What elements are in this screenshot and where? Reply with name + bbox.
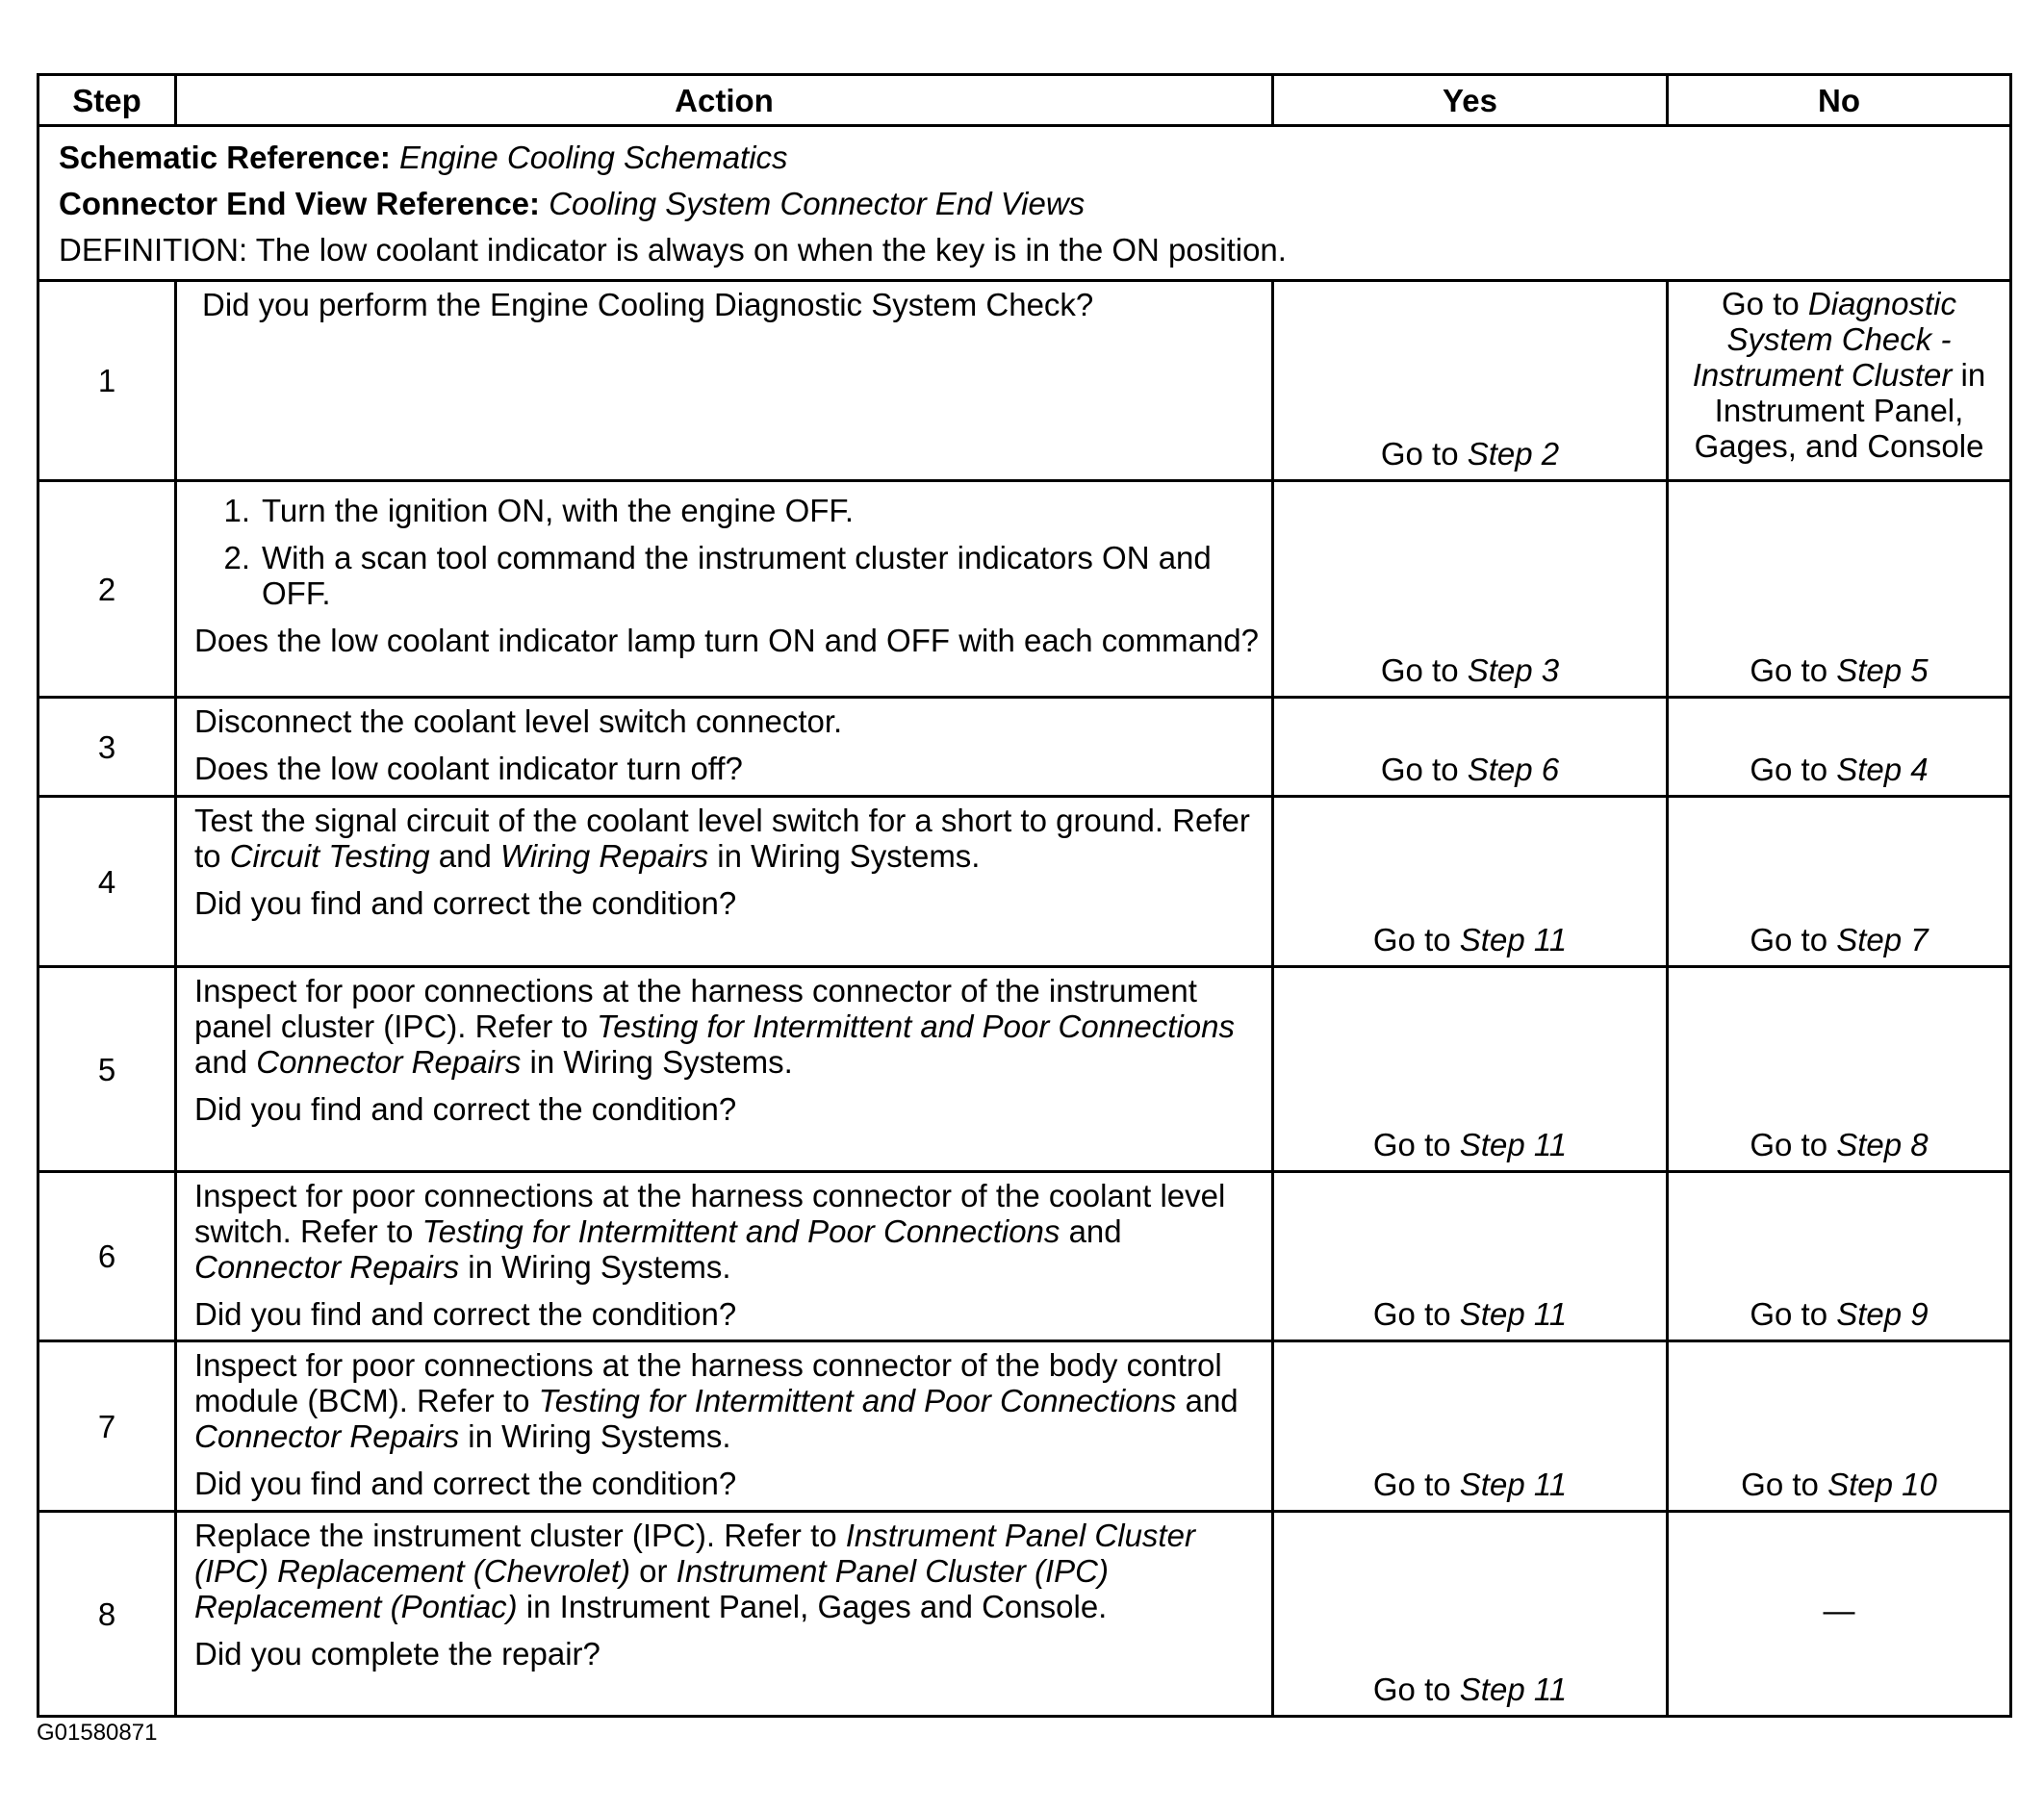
substep-text: Turn the ignition ON, with the engine OFF. <box>262 493 855 528</box>
table-row <box>38 281 2011 481</box>
action-text-part: in Instrument Panel, Gages and Console. <box>517 1589 1108 1624</box>
action-cell <box>176 481 1273 698</box>
no-prefix: Go to <box>1722 286 1808 321</box>
action-text-part: Replace the instrument cluster (IPC). Refer to <box>194 1518 846 1553</box>
action-text-part: in Wiring Systems. <box>459 1418 731 1454</box>
yes-cell <box>1273 1172 1668 1341</box>
yes-cell <box>1273 1341 1668 1512</box>
action-reference-link[interactable]: Instrument Panel Cluster (IPC) Replacement (Pontiac) <box>194 1553 1109 1624</box>
action-text-part: Inspect for poor connections at the harness connector of the body control module (BCM). Refer to <box>194 1347 1222 1418</box>
yes-prefix: Go to <box>1380 436 1468 472</box>
action-text-part: and <box>194 1044 257 1080</box>
diagnostic-table <box>37 73 2012 1718</box>
yes-cell <box>1273 481 1668 698</box>
no-dash: — <box>1823 1592 1855 1628</box>
substep-item <box>194 493 1260 528</box>
yes-step-link[interactable]: Step 6 <box>1467 752 1560 787</box>
step-number: 8 <box>38 1512 176 1717</box>
no-prefix: Go to <box>1750 1127 1837 1162</box>
no-step-link[interactable]: Step 8 <box>1836 1127 1929 1162</box>
no-step-link[interactable]: Step 10 <box>1827 1467 1937 1502</box>
substep-number: 1. <box>223 493 250 528</box>
table-row <box>38 481 2011 698</box>
yes-step-link[interactable]: Step 11 <box>1459 1296 1568 1332</box>
action-question: Did you find and correct the condition? <box>194 1296 737 1332</box>
step-number: 7 <box>38 1341 176 1512</box>
action-text-part: in Wiring Systems. <box>521 1044 793 1080</box>
step-number: 1 <box>38 281 176 481</box>
no-prefix: Go to <box>1750 1296 1837 1332</box>
yes-prefix: Go to <box>1372 1296 1460 1332</box>
no-cell <box>1668 1341 2011 1512</box>
table-row <box>38 1512 2011 1717</box>
action-question: Did you find and correct the condition? <box>194 885 737 921</box>
action-cell <box>176 1172 1273 1341</box>
step-number: 3 <box>38 698 176 797</box>
no-step-link[interactable]: Step 4 <box>1836 752 1929 787</box>
yes-prefix: Go to <box>1372 1467 1460 1502</box>
no-prefix: Go to <box>1741 1467 1828 1502</box>
schematic-reference-label: Schematic Reference: <box>59 140 391 175</box>
action-substeps <box>194 493 1260 611</box>
table-row <box>38 1341 2011 1512</box>
no-cell <box>1668 967 2011 1172</box>
table-row <box>38 967 2011 1172</box>
action-question: Did you complete the repair? <box>194 1636 600 1672</box>
action-reference-link[interactable]: Connector Repairs <box>256 1044 522 1080</box>
action-cell <box>176 1341 1273 1512</box>
no-cell <box>1668 797 2011 967</box>
action-reference-link[interactable]: Wiring Repairs <box>499 838 709 874</box>
definition-text: DEFINITION: The low coolant indicator is always on when the key is in the ON position. <box>59 232 1287 268</box>
action-question: Did you find and correct the condition? <box>194 1091 737 1127</box>
action-text: Disconnect the coolant level switch connector. <box>194 703 843 739</box>
yes-step-link[interactable]: Step 11 <box>1459 1672 1568 1707</box>
action-reference-link[interactable]: Connector Repairs <box>194 1418 460 1454</box>
action-question: Did you perform the Engine Cooling Diagnostic System Check? <box>202 287 1094 322</box>
yes-cell <box>1273 698 1668 797</box>
action-question: Does the low coolant indicator lamp turn ON and OFF with each command? <box>194 623 1260 658</box>
no-header: No <box>1668 75 2011 126</box>
substep-number: 2. <box>223 540 250 575</box>
no-cell <box>1668 1172 2011 1341</box>
connector-reference <box>59 181 2009 227</box>
yes-cell <box>1273 1512 1668 1717</box>
schematic-reference-link[interactable]: Engine Cooling Schematics <box>399 140 788 175</box>
no-prefix: Go to <box>1750 752 1837 787</box>
action-question: Does the low coolant indicator turn off? <box>194 751 743 786</box>
no-cell <box>1668 281 2011 481</box>
action-text <box>194 1518 1260 1624</box>
yes-prefix: Go to <box>1380 652 1468 688</box>
connector-reference-link[interactable]: Cooling System Connector End Views <box>549 186 1086 221</box>
yes-step-link[interactable]: Step 3 <box>1467 652 1560 688</box>
figure-id: G01580871 <box>37 1720 158 1746</box>
action-cell <box>176 967 1273 1172</box>
no-step-link[interactable]: Step 5 <box>1836 652 1929 688</box>
yes-header: Yes <box>1273 75 1668 126</box>
action-text <box>194 1347 1260 1454</box>
substep-item <box>194 540 1260 611</box>
step-number: 2 <box>38 481 176 698</box>
connector-reference-label: Connector End View Reference: <box>59 186 541 221</box>
action-cell <box>176 281 1273 481</box>
no-step-link[interactable]: Step 7 <box>1836 922 1929 957</box>
action-text <box>194 973 1260 1080</box>
schematic-reference <box>59 135 2009 181</box>
table-row <box>38 1172 2011 1341</box>
step-number: 6 <box>38 1172 176 1341</box>
action-text-part: Inspect for poor connections at the harness connector of the instrument panel cluster (IPC). Refer to <box>194 973 1197 1044</box>
no-step-link[interactable]: Step 9 <box>1836 1296 1929 1332</box>
no-prefix: Go to <box>1750 652 1837 688</box>
no-suffix: in Instrument Panel, Gages, and Console <box>1694 357 1986 464</box>
action-cell <box>176 698 1273 797</box>
action-reference-link[interactable]: Connector Repairs <box>194 1249 460 1285</box>
action-question: Did you find and correct the condition? <box>194 1466 737 1501</box>
action-reference-link[interactable]: Instrument Panel Cluster (IPC) Replacement (Chevrolet) <box>194 1518 1195 1589</box>
no-reference-link[interactable]: Diagnostic System Check - Instrument Cluster <box>1692 286 1956 393</box>
step-header: Step <box>38 75 176 126</box>
yes-step-link[interactable]: Step 11 <box>1459 1127 1568 1162</box>
action-text <box>194 803 1260 874</box>
action-text-part: Test the signal circuit of the coolant level switch for a short to ground. Refer to <box>194 803 1250 874</box>
yes-prefix: Go to <box>1372 1672 1460 1707</box>
yes-step-link[interactable]: Step 11 <box>1459 922 1568 957</box>
action-cell <box>176 797 1273 967</box>
substep-text: With a scan tool command the instrument cluster indicators ON and OFF. <box>262 540 1212 611</box>
action-reference-link[interactable]: Circuit Testing <box>229 838 430 874</box>
action-text <box>194 1178 1260 1285</box>
action-text-part: in Wiring Systems. <box>708 838 981 874</box>
action-reference-link[interactable]: Testing for Intermittent and Poor Connections <box>538 1383 1177 1418</box>
yes-prefix: Go to <box>1372 1127 1460 1162</box>
yes-cell <box>1273 797 1668 967</box>
yes-step-link[interactable]: Step 2 <box>1467 436 1560 472</box>
yes-step-link[interactable]: Step 11 <box>1459 1467 1568 1502</box>
action-header: Action <box>176 75 1273 126</box>
reference-cell <box>38 126 2011 281</box>
action-text-part: and <box>1176 1383 1239 1418</box>
yes-cell <box>1273 281 1668 481</box>
action-text-part: and <box>1060 1213 1122 1249</box>
action-cell <box>176 1512 1273 1717</box>
yes-prefix: Go to <box>1380 752 1468 787</box>
table-row <box>38 797 2011 967</box>
action-text-part: or <box>629 1553 677 1589</box>
action-text-part: in Wiring Systems. <box>459 1249 731 1285</box>
no-prefix: Go to <box>1750 922 1837 957</box>
no-cell <box>1668 1512 2011 1717</box>
step-number: 4 <box>38 797 176 967</box>
action-text-part: Inspect for poor connections at the harness connector of the coolant level switch. Refer to <box>194 1178 1226 1249</box>
header-row <box>38 75 2011 126</box>
no-cell <box>1668 698 2011 797</box>
action-reference-link[interactable]: Testing for Intermittent and Poor Connections <box>597 1008 1235 1044</box>
yes-cell <box>1273 967 1668 1172</box>
no-cell <box>1668 481 2011 698</box>
action-text-part: and <box>429 838 500 874</box>
table-row <box>38 698 2011 797</box>
step-number: 5 <box>38 967 176 1172</box>
action-reference-link[interactable]: Testing for Intermittent and Poor Connections <box>422 1213 1060 1249</box>
yes-prefix: Go to <box>1372 922 1460 957</box>
reference-row <box>38 126 2011 281</box>
